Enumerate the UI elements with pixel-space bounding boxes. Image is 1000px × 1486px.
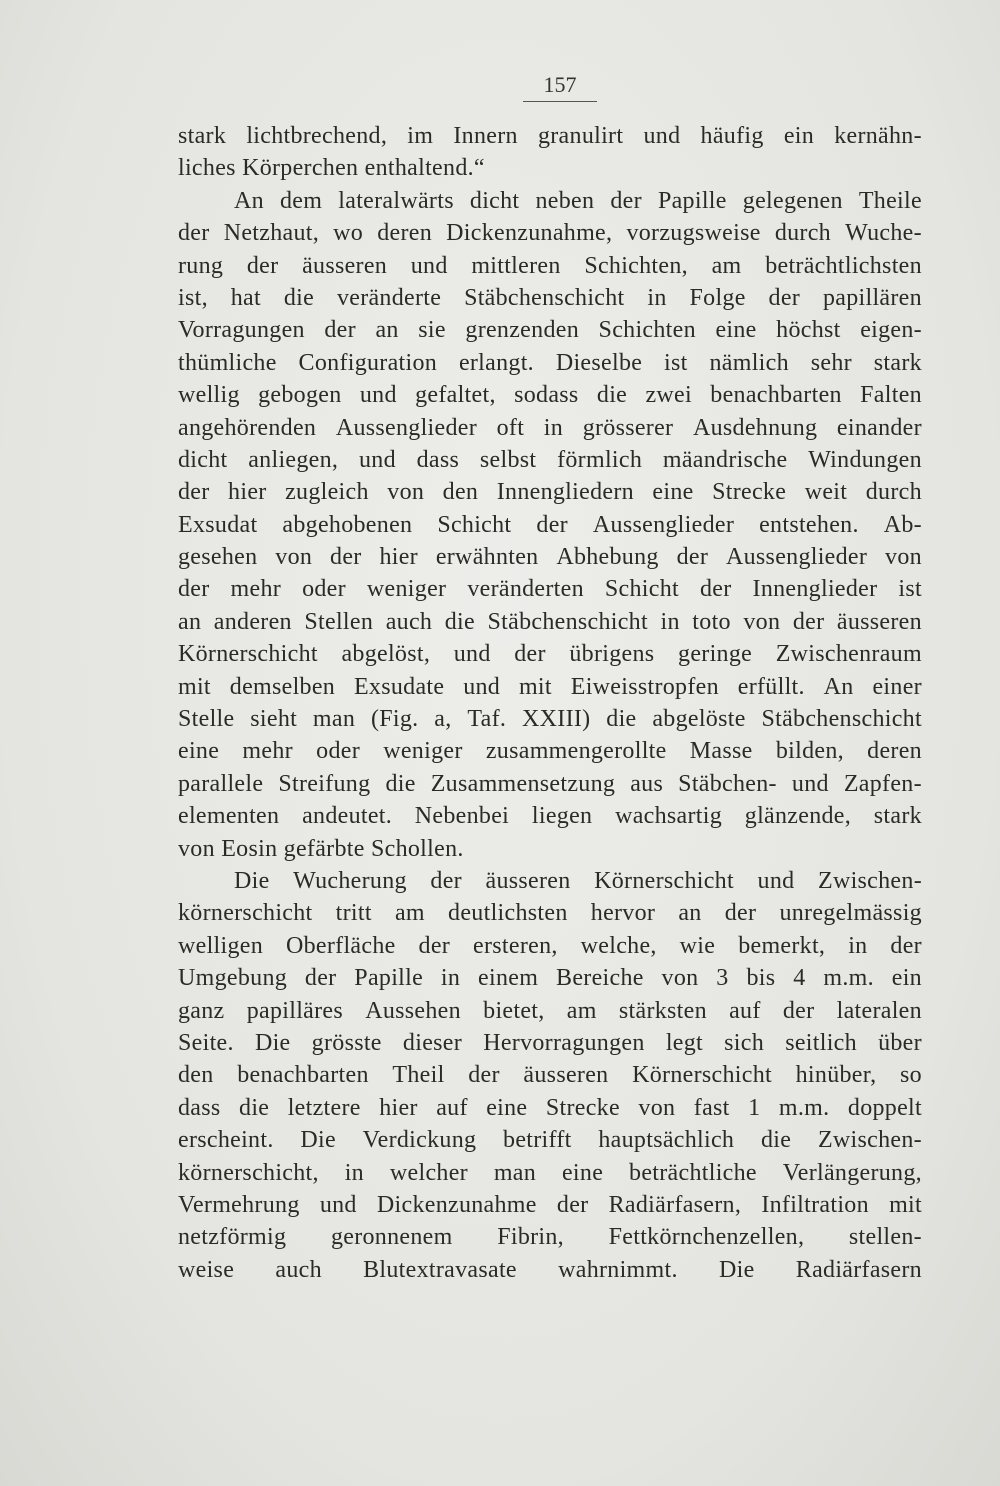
text-line: stark lichtbrechend, im Innern granulirt und häufig ein kernähn- xyxy=(178,123,922,149)
text-line: den benachbarten Theil der äusseren Körnerschicht hinüber, so xyxy=(178,1062,922,1089)
text-line: netzförmig geronnenem Fibrin, Fettkörnchenzellen, stellen- xyxy=(178,1224,922,1251)
text-line: rung der äusseren und mittleren Schichten, am beträchtlichsten xyxy=(178,252,922,279)
text-line: parallele Streifung die Zusammensetzung aus Stäbchen- und Zapfen- xyxy=(178,770,922,797)
text-line: dicht anliegen, und dass selbst förmlich mäandrische Windungen xyxy=(178,446,922,473)
text-line: von Eosin gefärbte Schollen. xyxy=(178,835,464,862)
text-line: ganz papilläres Aussehen bietet, am stärksten auf der lateralen xyxy=(178,997,922,1024)
text-line: Stelle sieht man (Fig. a, Taf. XXIII) die abgelöste Stäbchenschicht xyxy=(178,706,922,733)
text-line: körnerschicht tritt am deutlichsten hervor an der unregelmässig xyxy=(178,900,922,927)
text-line: eine mehr oder weniger zusammengerollte Masse bilden, deren xyxy=(178,738,922,765)
text-line: weise auch Blutextravasate wahrnimmt. Die Radiärfasern xyxy=(178,1256,922,1283)
text-line: Exsudat abgehobenen Schicht der Aussenglieder entstehen. Ab- xyxy=(178,511,922,538)
text-line: körnerschicht, in welcher man eine beträchtliche Verlängerung, xyxy=(178,1159,922,1186)
text-line: wellig gebogen und gefaltet, sodass die zwei benachbarten Falten xyxy=(178,382,922,409)
text-line: Vorragungen der an sie grenzenden Schichten eine höchst eigen- xyxy=(178,317,922,344)
text-line: ist, hat die veränderte Stäbchenschicht in Folge der papillären xyxy=(178,284,922,311)
text-line: der Netzhaut, wo deren Dickenzunahme, vorzugsweise durch Wuche- xyxy=(178,220,922,247)
text-line: liches Körperchen enthaltend.“ xyxy=(178,155,485,182)
text-line: Die Wucherung der äusseren Körnerschicht und Zwischen- xyxy=(234,867,922,894)
text-line: Körnerschicht abgelöst, und der übrigens geringe Zwischenraum xyxy=(178,641,922,668)
page-number: 157 xyxy=(543,72,577,97)
page-number-rule xyxy=(523,101,597,102)
text-line: angehörenden Aussenglieder oft in grösserer Ausdehnung einander xyxy=(178,414,922,441)
text-line: welligen Oberfläche der ersteren, welche, wie bemerkt, in der xyxy=(178,932,922,959)
text-line: Vermehrung und Dickenzunahme der Radiärfasern, Infiltration mit xyxy=(178,1191,922,1218)
text-line: Umgebung der Papille in einem Bereiche von 3 bis 4 m.m. ein xyxy=(178,965,922,992)
text-line: dass die letztere hier auf eine Strecke von fast 1 m.m. doppelt xyxy=(178,1094,922,1121)
text-line: erscheint. Die Verdickung betrifft hauptsächlich die Zwischen- xyxy=(178,1127,922,1154)
text-line: thümliche Configuration erlangt. Dieselbe ist nämlich sehr stark xyxy=(178,349,922,376)
body-text xyxy=(178,120,922,1286)
text-line: gesehen von der hier erwähnten Abhebung der Aussenglieder von xyxy=(178,544,922,571)
text-line: der mehr oder weniger veränderten Schicht der Innenglieder ist xyxy=(178,576,922,603)
text-line: An dem lateralwärts dicht neben der Papille gelegenen Theile xyxy=(234,187,922,214)
text-line: der hier zugleich von den Innengliedern eine Strecke weit durch xyxy=(178,479,922,506)
text-line: elementen andeutet. Nebenbei liegen wachsartig glänzende, stark xyxy=(178,803,922,830)
text-line: Seite. Die grösste dieser Hervorragungen legt sich seitlich über xyxy=(178,1029,922,1056)
text-line: mit demselben Exsudate und mit Eiweisstropfen erfüllt. An einer xyxy=(178,673,922,700)
text-line: an anderen Stellen auch die Stäbchenschicht in toto von der äusseren xyxy=(178,608,922,635)
